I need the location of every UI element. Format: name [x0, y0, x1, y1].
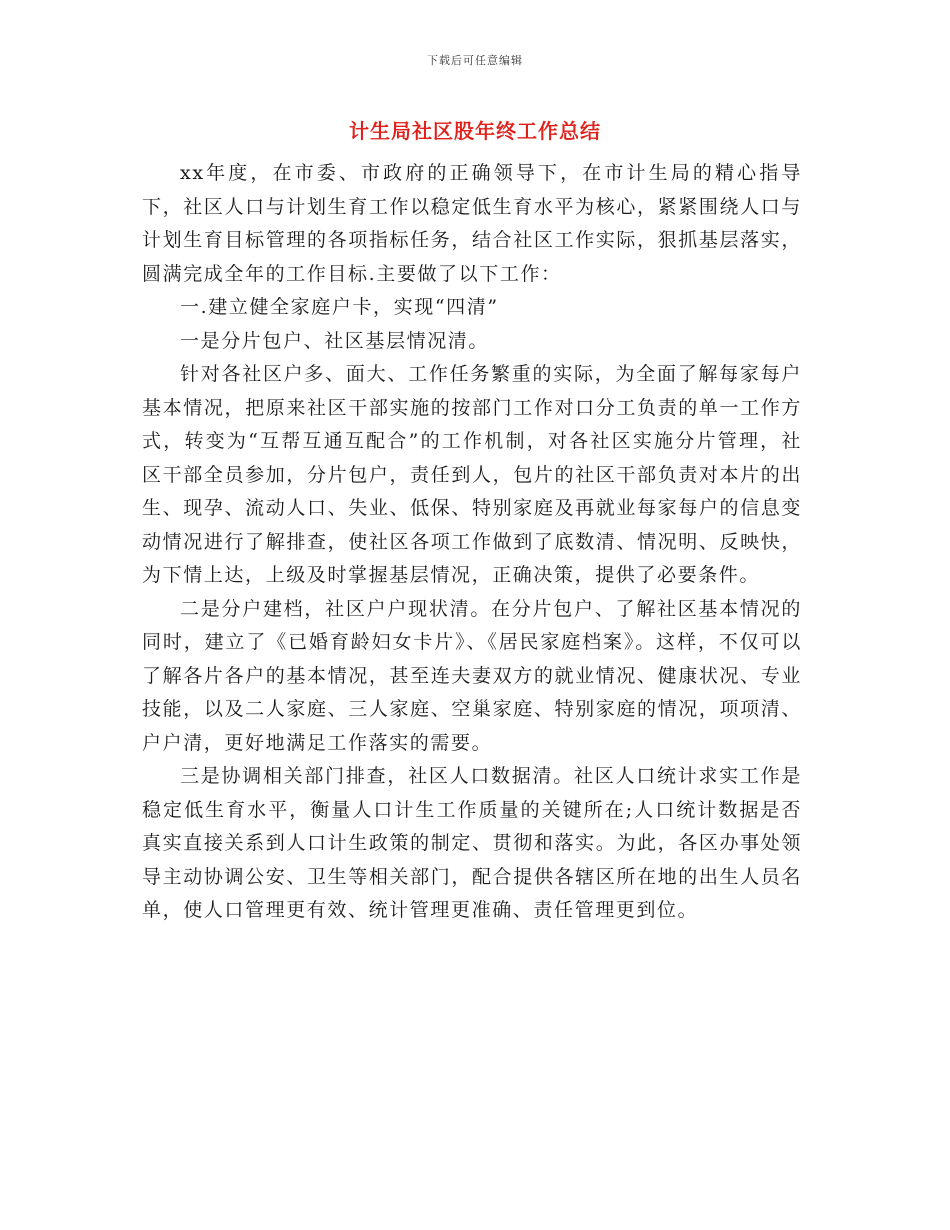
paragraph-first-detail: 针对各社区户多、面大、工作任务繁重的实际，为全面了解每家每户基本情况，把原来社区干部实施的按部门工作对口分工负责的单一工作方式，转变为“互帮互通互配合”的工作机制，对各社区实施分片管理，社区干部全员参加，分片包户，责任到人，包片的社区干部负责对本片的出生、现孕、流动人口、失业、低保、特别家庭及再就业每家每户的信息变动情况进行了解排查，使社区各项工作做到了底数清、情况明、反映快，为下情上达，上级及时掌握基层情况，正确决策，提供了必要条件。 — [142, 363, 802, 586]
section-heading: 一.建立健全家庭户卡，实现“四清” — [180, 296, 499, 318]
paragraph-intro: xx年度，在市委、市政府的正确领导下，在市计生局的精心指导下，社区人口与计划生育工作以稳定低生育水平为核心，紧紧围绕人口与计划生育目标管理的各项指标任务，结合社区工作实际，狠抓基层落实，圆满完成全年的工作目标.主要做了以下工作： — [142, 162, 802, 285]
document-title: 计生局社区股年终工作总结 — [349, 119, 601, 143]
page-header-note: 下载后可任意编辑 — [427, 54, 523, 67]
document-body — [142, 157, 802, 928]
subheading-first: 一是分片包户、社区基层情况清。 — [180, 329, 490, 352]
paragraph-third: 三是协调相关部门排查，社区人口数据清。社区人口统计求实工作是稳定低生育水平，衡量人口计生工作质量的关键所在;人口统计数据是否真实直接关系到人口计生政策的制定、贯彻和落实。为此，各区办事处领导主动协调公安、卫生等相关部门，配合提供各辖区所在地的出生人员名单，使人口管理更有效、统计管理更准确、责任管理更到位。 — [142, 765, 802, 921]
paragraph-second: 二是分户建档，社区户户现状清。在分片包户、了解社区基本情况的同时，建立了《已婚育龄妇女卡片》、《居民家庭档案》。这样，不仅可以了解各片各户的基本情况，甚至连夫妻双方的就业情况、健康状况、专业技能，以及二人家庭、三人家庭、空巢家庭、特别家庭的情况，项项清、户户清，更好地满足工作落实的需要。 — [142, 597, 802, 754]
